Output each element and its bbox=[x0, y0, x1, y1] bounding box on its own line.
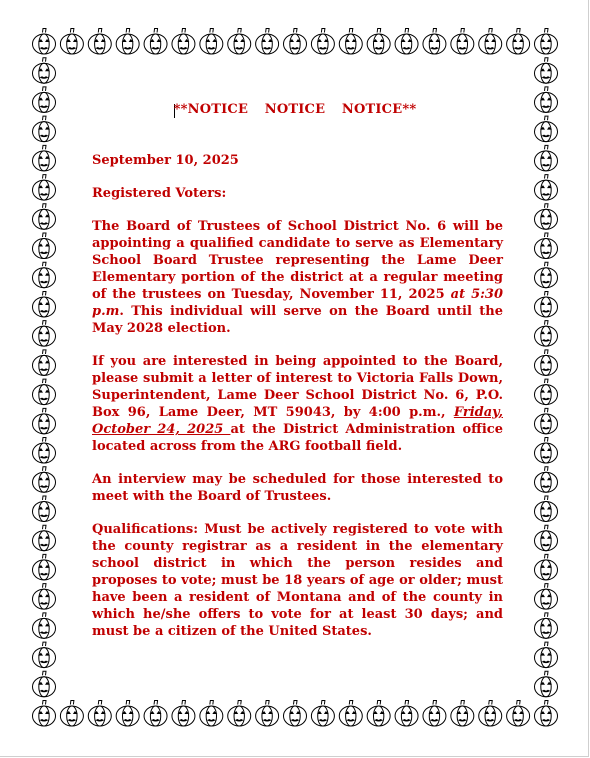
jack-o-lantern-icon bbox=[33, 496, 56, 522]
jack-o-lantern-icon bbox=[33, 584, 56, 610]
jack-o-lantern-icon bbox=[479, 701, 502, 727]
jack-o-lantern-icon bbox=[535, 175, 558, 201]
jack-o-lantern-icon bbox=[144, 701, 167, 727]
jack-o-lantern-icon bbox=[311, 29, 334, 55]
jack-o-lantern-icon bbox=[33, 145, 56, 171]
jack-o-lantern-icon bbox=[535, 350, 558, 376]
jack-o-lantern-icon bbox=[33, 379, 56, 405]
jack-o-lantern-icon bbox=[535, 438, 558, 464]
jack-o-lantern-icon bbox=[311, 701, 334, 727]
jack-o-lantern-icon bbox=[535, 58, 558, 84]
jack-o-lantern-icon bbox=[423, 701, 446, 727]
jack-o-lantern-icon bbox=[535, 525, 558, 551]
jack-o-lantern-icon bbox=[33, 321, 56, 347]
jack-o-lantern-icon bbox=[535, 467, 558, 493]
appointment-paragraph bbox=[92, 218, 503, 337]
jack-o-lantern-icon bbox=[535, 701, 558, 727]
jack-o-lantern-icon bbox=[33, 29, 56, 55]
jack-o-lantern-icon bbox=[33, 701, 56, 727]
jack-o-lantern-icon bbox=[535, 584, 558, 610]
jack-o-lantern-icon bbox=[33, 554, 56, 580]
submission-deadline: Friday, October 24, 2025 bbox=[92, 405, 503, 437]
jack-o-lantern-icon bbox=[507, 29, 530, 55]
jack-o-lantern-icon bbox=[116, 701, 139, 727]
jack-o-lantern-icon bbox=[33, 291, 56, 317]
jack-o-lantern-icon bbox=[200, 29, 223, 55]
submission-text-end: at the District Administration office located across from the ARG football field. bbox=[92, 422, 503, 454]
submission-text: If you are interested in being appointed to the Board, please submit a letter of interest to Victoria Falls Down, Superintendent, Lame Deer School District No. 6, P.O. Box 96, Lame Deer, MT 59043, by 4:00 p.m., bbox=[92, 354, 503, 420]
jack-o-lantern-icon bbox=[200, 701, 223, 727]
jack-o-lantern-icon bbox=[535, 408, 558, 434]
jack-o-lantern-icon bbox=[60, 29, 83, 55]
jack-o-lantern-icon bbox=[33, 438, 56, 464]
jack-o-lantern-icon bbox=[88, 29, 111, 55]
jack-o-lantern-icon bbox=[535, 29, 558, 55]
jack-o-lantern-icon bbox=[33, 204, 56, 230]
jack-o-lantern-icon bbox=[33, 262, 56, 288]
notice-body bbox=[92, 152, 503, 656]
jack-o-lantern-icon bbox=[339, 701, 362, 727]
jack-o-lantern-icon bbox=[535, 379, 558, 405]
jack-o-lantern-icon bbox=[60, 701, 83, 727]
jack-o-lantern-icon bbox=[451, 701, 474, 727]
jack-o-lantern-icon bbox=[535, 291, 558, 317]
jack-o-lantern-icon bbox=[33, 233, 56, 258]
jack-o-lantern-icon bbox=[535, 642, 558, 668]
jack-o-lantern-icon bbox=[284, 29, 307, 55]
notice-salutation: Registered Voters: bbox=[92, 186, 227, 201]
jack-o-lantern-icon bbox=[33, 467, 56, 493]
jack-o-lantern-icon bbox=[33, 58, 56, 84]
jack-o-lantern-icon bbox=[367, 29, 390, 55]
jack-o-lantern-icon bbox=[172, 701, 195, 727]
jack-o-lantern-icon bbox=[535, 116, 558, 142]
appointment-text: The Board of Trustees of School District No. 6 will be appointing a qualified candidate to serve as Elementary School Board Trustee representing the Lame Deer Elementary portion of the district at a regular meeting of the trustees on Tuesday, November 11, 2025 bbox=[92, 219, 503, 302]
meeting-time: at 5:30 p.m bbox=[92, 287, 504, 319]
jack-o-lantern-icon bbox=[33, 408, 56, 434]
jack-o-lantern-icon bbox=[535, 321, 558, 347]
jack-o-lantern-icon bbox=[535, 262, 558, 288]
jack-o-lantern-icon bbox=[33, 613, 56, 639]
jack-o-lantern-icon bbox=[339, 29, 362, 55]
jack-o-lantern-icon bbox=[535, 671, 558, 697]
jack-o-lantern-icon bbox=[451, 29, 474, 55]
jack-o-lantern-icon bbox=[33, 642, 56, 668]
interview-paragraph: An interview may be scheduled for those interested to meet with the Board of Trustees. bbox=[92, 472, 503, 504]
jack-o-lantern-icon bbox=[88, 701, 111, 727]
jack-o-lantern-icon bbox=[228, 701, 251, 727]
jack-o-lantern-icon bbox=[395, 29, 418, 55]
jack-o-lantern-icon bbox=[535, 613, 558, 639]
jack-o-lantern-icon bbox=[33, 116, 56, 142]
submission-paragraph bbox=[92, 353, 503, 455]
jack-o-lantern-icon bbox=[507, 701, 530, 727]
jack-o-lantern-icon bbox=[144, 29, 167, 55]
jack-o-lantern-icon bbox=[256, 701, 279, 727]
jack-o-lantern-icon bbox=[33, 175, 56, 201]
jack-o-lantern-icon bbox=[535, 204, 558, 230]
jack-o-lantern-icon bbox=[395, 701, 418, 727]
jack-o-lantern-icon bbox=[535, 496, 558, 522]
notice-title: **NOTICE NOTICE NOTICE** bbox=[173, 102, 417, 117]
notice-date: September 10, 2025 bbox=[92, 153, 239, 168]
jack-o-lantern-icon bbox=[423, 29, 446, 55]
jack-o-lantern-icon bbox=[535, 233, 558, 258]
jack-o-lantern-icon bbox=[535, 554, 558, 580]
jack-o-lantern-icon bbox=[33, 525, 56, 551]
jack-o-lantern-icon bbox=[535, 145, 558, 171]
jack-o-lantern-icon bbox=[33, 671, 56, 697]
jack-o-lantern-icon bbox=[284, 701, 307, 727]
jack-o-lantern-icon bbox=[33, 350, 56, 376]
jack-o-lantern-icon bbox=[367, 701, 390, 727]
jack-o-lantern-icon bbox=[228, 29, 251, 55]
jack-o-lantern-icon bbox=[116, 29, 139, 55]
qualifications-paragraph: Qualifications: Must be actively registered to vote with the county registrar as a resident in the elementary school district in which the person resides and proposes to vote; must be 18 years of age or older; must have been a resident of Montana and of the county in which he/she offers to vote for at least 30 days; and must be a citizen of the United States. bbox=[92, 522, 503, 639]
jack-o-lantern-icon bbox=[479, 29, 502, 55]
jack-o-lantern-icon bbox=[172, 29, 195, 55]
jack-o-lantern-icon bbox=[256, 29, 279, 55]
appointment-text-end: . This individual will serve on the Board until the May 2028 election. bbox=[92, 304, 503, 336]
